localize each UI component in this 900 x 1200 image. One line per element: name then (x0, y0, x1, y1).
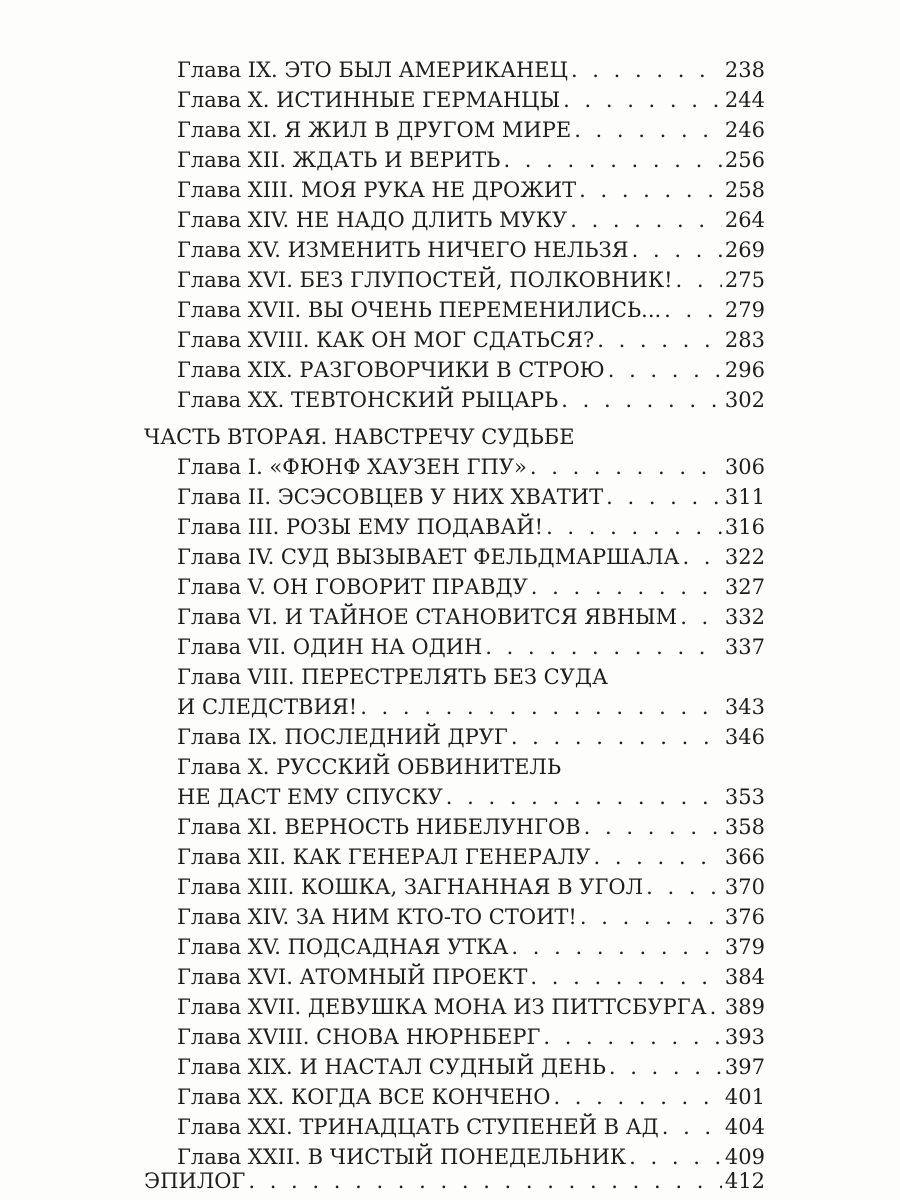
toc-entry (177, 962, 765, 992)
toc-entry (177, 452, 765, 482)
chapter-title: Глава XIII. МОЯ РУКА НЕ ДРОЖИТ (177, 178, 577, 202)
dot-leader (682, 542, 721, 572)
chapter-title: Глава IX. ЭТО БЫЛ АМЕРИКАНЕЦ (177, 58, 568, 82)
dot-leader (248, 1166, 722, 1196)
chapter-title: Глава XVII. ВЫ ОЧЕНЬ ПЕРЕМЕНИЛИСЬ... (177, 298, 662, 322)
chapter-title: И СЛЕДСТВИЯ! (177, 695, 358, 719)
chapter-title: Глава XI. Я ЖИЛ В ДРУГОМ МИРЕ (177, 118, 572, 142)
dot-leader (530, 452, 722, 482)
chapter-title: Глава XX. КОГДА ВСЕ КОНЧЕНО (177, 1085, 551, 1109)
chapter-title: Глава XIX. И НАСТАЛ СУДНЫЙ ДЕНЬ (177, 1055, 606, 1079)
chapter-title: Глава XXI. ТРИНАДЦАТЬ СТУПЕНЕЙ В АД (177, 1115, 659, 1139)
toc-entry-epilogue (144, 1166, 765, 1196)
toc-entry (177, 872, 765, 902)
dot-leader (503, 145, 721, 175)
toc-entry (177, 692, 765, 722)
page-number: 401 (724, 1085, 765, 1109)
dot-leader (579, 175, 722, 205)
dot-leader (546, 512, 722, 542)
page-number: 244 (724, 88, 765, 112)
page-number: 366 (724, 845, 765, 869)
toc-entry (177, 355, 765, 385)
toc-entry (177, 235, 765, 265)
chapter-title-line: Глава X. РУССКИЙ ОБВИНИТЕЛЬ (177, 755, 562, 779)
toc-entry (177, 115, 765, 145)
page-number: 316 (724, 515, 765, 539)
page-number: 327 (724, 575, 765, 599)
dot-leader (511, 722, 722, 752)
chapter-title: Глава XII. КАК ГЕНЕРАЛ ГЕНЕРАЛУ (177, 845, 591, 869)
page-number: 412 (724, 1169, 765, 1193)
page-number: 311 (724, 485, 765, 509)
page-number: 269 (724, 238, 765, 262)
page-number: 346 (724, 725, 765, 749)
toc-entry (177, 632, 765, 662)
dot-leader (530, 962, 722, 992)
dot-leader (676, 265, 722, 295)
page-number: 353 (724, 785, 765, 809)
chapter-title: НЕ ДАСТ ЕМУ СПУСКУ (177, 785, 443, 809)
dot-leader (531, 572, 722, 602)
page-number: 379 (724, 935, 765, 959)
page-number: 337 (724, 635, 765, 659)
toc-entry (177, 175, 765, 205)
toc-entry (177, 325, 765, 355)
page-number: 256 (724, 148, 765, 172)
dot-leader (606, 482, 722, 512)
chapter-title: Глава VII. ОДИН НА ОДИН (177, 635, 483, 659)
dot-leader (561, 385, 722, 415)
dot-leader (597, 325, 722, 355)
toc-entry (177, 1082, 765, 1112)
chapter-title: Глава IX. ПОСЛЕДНИЙ ДРУГ (177, 725, 508, 749)
toc-entry (177, 602, 765, 632)
dot-leader (584, 812, 722, 842)
chapter-title: Глава XVIII. СНОВА НЮРНБЕРГ (177, 1025, 541, 1049)
toc-entry (177, 85, 765, 115)
toc-entry (177, 1112, 765, 1142)
toc-entry (177, 205, 765, 235)
toc-entry (177, 812, 765, 842)
toc-entry (177, 782, 765, 812)
chapter-title: Глава XII. ЖДАТЬ И ВЕРИТЬ (177, 148, 501, 172)
chapter-title: Глава XVI. БЕЗ ГЛУПОСТЕЙ, ПОЛКОВНИК! (177, 268, 673, 292)
page-number: 404 (724, 1115, 765, 1139)
chapter-title: Глава I. «ФЮНФ ХАУЗЕН ГПУ» (177, 455, 527, 479)
page-number: 358 (724, 815, 765, 839)
page-number: 397 (724, 1055, 765, 1079)
dot-leader (446, 782, 722, 812)
dot-leader (632, 235, 722, 265)
page-number: 370 (724, 875, 765, 899)
toc-entry (177, 385, 765, 415)
epilogue-title: ЭПИЛОГ (144, 1169, 246, 1193)
chapter-title: Глава VI. И ТАЙНОЕ СТАНОВИТСЯ ЯВНЫМ (177, 605, 678, 629)
toc-entry (177, 512, 765, 542)
page-number: 332 (724, 605, 765, 629)
part-heading: ЧАСТЬ ВТОРАЯ. НАВСТРЕЧУ СУДЬБЕ (144, 425, 575, 449)
page-number: 389 (724, 995, 765, 1019)
page-number: 409 (724, 1145, 765, 1169)
page-number: 322 (724, 545, 765, 569)
page-number: 258 (724, 178, 765, 202)
toc-entry (177, 265, 765, 295)
chapter-title: Глава XI. ВЕРНОСТЬ НИБЕЛУНГОВ (177, 815, 581, 839)
toc-entry (177, 482, 765, 512)
chapter-title: Глава IV. СУД ВЫЗЫВАЕТ ФЕЛЬДМАРШАЛА (177, 545, 680, 569)
page-number: 384 (724, 965, 765, 989)
dot-leader (574, 115, 722, 145)
chapter-title: Глава XV. ПОДСАДНАЯ УТКА (177, 935, 509, 959)
page-number: 306 (724, 455, 765, 479)
toc-entry (177, 932, 765, 962)
dot-leader (609, 1052, 722, 1082)
dot-leader (553, 1082, 721, 1112)
toc-entry (177, 55, 765, 85)
dot-leader (511, 932, 721, 962)
chapter-title-line: Глава VIII. ПЕРЕСТРЕЛЯТЬ БЕЗ СУДА (177, 665, 608, 689)
chapter-title: Глава XVI. АТОМНЫЙ ПРОЕКТ (177, 965, 528, 989)
page-number: 302 (724, 388, 765, 412)
chapter-title: Глава XXII. В ЧИСТЫЙ ПОНЕДЕЛЬНИК (177, 1145, 627, 1169)
dot-leader (360, 692, 722, 722)
page-number: 238 (724, 58, 765, 82)
page-number: 264 (724, 208, 765, 232)
chapter-title: Глава XIV. ЗА НИМ КТО-ТО СТОИТ! (177, 905, 577, 929)
dot-leader (563, 85, 722, 115)
dot-leader (570, 205, 722, 235)
page-number: 343 (724, 695, 765, 719)
dot-leader (646, 872, 722, 902)
toc-entry (177, 992, 765, 1022)
page-number: 275 (724, 268, 765, 292)
toc-entry (177, 722, 765, 752)
chapter-title: Глава XX. ТЕВТОНСКИЙ РЫЦАРЬ (177, 388, 559, 412)
dot-leader (662, 1112, 722, 1142)
toc-entry (177, 1052, 765, 1082)
toc-entry (177, 295, 765, 325)
dot-leader (680, 602, 722, 632)
dot-leader (580, 902, 722, 932)
chapter-title: Глава II. ЭСЭСОВЦЕВ У НИХ ХВАТИТ (177, 485, 604, 509)
toc-entry (177, 145, 765, 175)
toc-entry (177, 572, 765, 602)
chapter-title: Глава XVIII. КАК ОН МОГ СДАТЬСЯ? (177, 328, 595, 352)
dot-leader (608, 355, 722, 385)
page-number: 246 (724, 118, 765, 142)
chapter-title: Глава XV. ИЗМЕНИТЬ НИЧЕГО НЕЛЬЗЯ (177, 238, 629, 262)
toc-entry (177, 902, 765, 932)
dot-leader (664, 295, 722, 325)
toc-entry (177, 842, 765, 872)
toc-entry (177, 542, 765, 572)
dot-leader (571, 55, 722, 85)
dot-leader (593, 842, 721, 872)
toc-entry (177, 1022, 765, 1052)
dot-leader (543, 1022, 722, 1052)
chapter-title: Глава V. ОН ГОВОРИТ ПРАВДУ (177, 575, 528, 599)
dot-leader (710, 992, 722, 1022)
chapter-title: Глава XIII. КОШКА, ЗАГНАННАЯ В УГОЛ (177, 875, 644, 899)
chapter-title: Глава XIV. НЕ НАДО ДЛИТЬ МУКУ (177, 208, 568, 232)
chapter-title: Глава III. РОЗЫ ЕМУ ПОДАВАЙ! (177, 515, 544, 539)
dot-leader (485, 632, 722, 662)
chapter-title: Глава X. ИСТИННЫЕ ГЕРМАНЦЫ (177, 88, 561, 112)
page-number: 296 (724, 358, 765, 382)
chapter-title: Глава XIX. РАЗГОВОРЧИКИ В СТРОЮ (177, 358, 605, 382)
page-number: 283 (724, 328, 765, 352)
page-number: 393 (724, 1025, 765, 1049)
chapter-title: Глава XVII. ДЕВУШКА МОНА ИЗ ПИТТСБУРГА (177, 995, 707, 1019)
page-number: 279 (724, 298, 765, 322)
page-number: 376 (724, 905, 765, 929)
